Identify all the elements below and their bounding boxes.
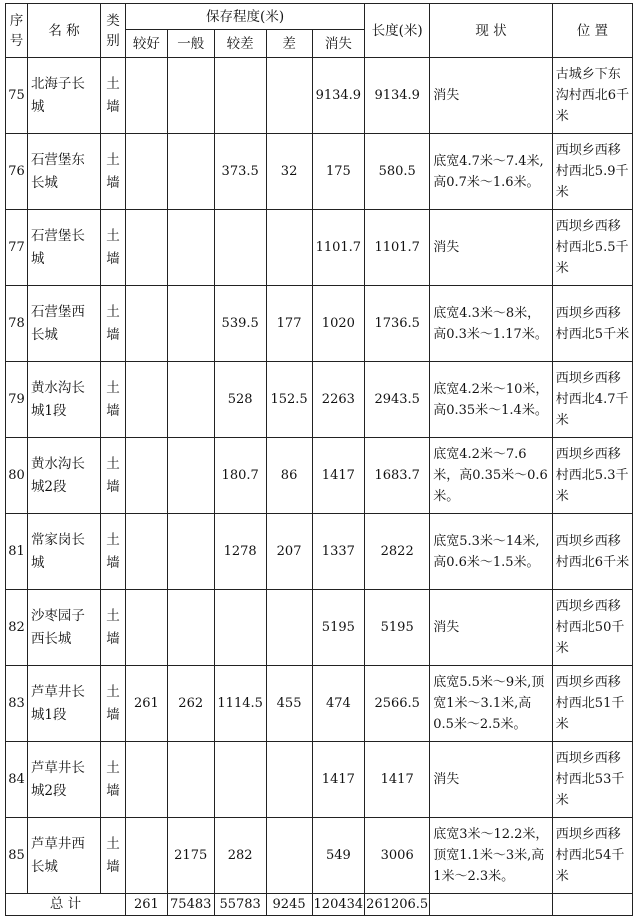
- table-row: [6, 818, 633, 894]
- table-body: [6, 58, 633, 894]
- row-fair: 2175: [167, 818, 214, 894]
- row-status: 底宽4.7米～7.4米,高0.7米～1.6米。: [430, 134, 553, 210]
- row-length: 1417: [365, 742, 430, 818]
- row-poor: 180.7: [214, 438, 266, 514]
- table-row: [6, 58, 633, 134]
- header-fair: 一般: [167, 30, 214, 58]
- row-name: 石营堡西长城: [27, 286, 100, 362]
- row-lost: 1417: [312, 742, 365, 818]
- table-header: [6, 4, 633, 58]
- row-type: 土墙: [101, 514, 126, 590]
- total-fair: 75483: [167, 894, 214, 916]
- row-location: 西坝乡西移村西北54千米: [552, 818, 632, 894]
- row-fair: [167, 590, 214, 666]
- row-length: 2943.5: [365, 362, 430, 438]
- row-location: 西坝乡西移村西北6千米: [552, 514, 632, 590]
- row-location: 西坝乡西移村西北50千米: [552, 590, 632, 666]
- row-type: 土墙: [101, 438, 126, 514]
- row-bad: 152.5: [266, 362, 312, 438]
- total-length: 261206.5: [365, 894, 430, 916]
- row-type: 土墙: [101, 58, 126, 134]
- row-name: 黄水沟长城2段: [27, 438, 100, 514]
- row-status: 底宽5.5米～9米,顶宽1米～3.1米,高0.5米～2.5米。: [430, 666, 553, 742]
- row-type: 土墙: [101, 818, 126, 894]
- row-poor: 373.5: [214, 134, 266, 210]
- total-lost: 120434: [312, 894, 365, 916]
- table-row: [6, 286, 633, 362]
- row-lost: 1020: [312, 286, 365, 362]
- header-status: 现 状: [430, 4, 553, 58]
- row-type: 土墙: [101, 666, 126, 742]
- row-status: 消失: [430, 742, 553, 818]
- row-seq: 80: [6, 438, 28, 514]
- row-length: 1683.7: [365, 438, 430, 514]
- great-wall-table: [5, 3, 633, 916]
- row-location: 西坝乡西移村西北5.9千米: [552, 134, 632, 210]
- row-fair: [167, 742, 214, 818]
- row-bad: 86: [266, 438, 312, 514]
- header-bad: 差: [266, 30, 312, 58]
- row-bad: [266, 58, 312, 134]
- row-name: 常家岗长城: [27, 514, 100, 590]
- row-poor: [214, 210, 266, 286]
- row-bad: 207: [266, 514, 312, 590]
- header-type: 类别: [101, 4, 126, 58]
- table-footer: [6, 894, 633, 916]
- row-seq: 76: [6, 134, 28, 210]
- total-location: [552, 894, 632, 916]
- header-location: 位 置: [552, 4, 632, 58]
- total-label: 总 计: [6, 894, 126, 916]
- header-name: 名 称: [27, 4, 100, 58]
- row-name: 石营堡长城: [27, 210, 100, 286]
- row-length: 2822: [365, 514, 430, 590]
- table-row: [6, 362, 633, 438]
- header-seq: 序号: [6, 4, 28, 58]
- row-bad: 455: [266, 666, 312, 742]
- row-lost: 1337: [312, 514, 365, 590]
- row-location: 西坝乡西移村西北4.7千米: [552, 362, 632, 438]
- row-fair: [167, 210, 214, 286]
- row-poor: [214, 590, 266, 666]
- row-good: [125, 362, 167, 438]
- row-fair: [167, 134, 214, 210]
- row-good: [125, 438, 167, 514]
- row-type: 土墙: [101, 134, 126, 210]
- row-seq: 78: [6, 286, 28, 362]
- row-bad: [266, 210, 312, 286]
- row-poor: 282: [214, 818, 266, 894]
- row-status: 底宽4.3米～8米，高0.3米～1.17米。: [430, 286, 553, 362]
- row-lost: 474: [312, 666, 365, 742]
- row-length: 2566.5: [365, 666, 430, 742]
- row-good: [125, 818, 167, 894]
- row-bad: 32: [266, 134, 312, 210]
- row-bad: [266, 590, 312, 666]
- row-poor: 1114.5: [214, 666, 266, 742]
- row-name: 石营堡东长城: [27, 134, 100, 210]
- row-seq: 77: [6, 210, 28, 286]
- row-lost: 549: [312, 818, 365, 894]
- table-row: [6, 438, 633, 514]
- row-poor: 1278: [214, 514, 266, 590]
- row-fair: [167, 286, 214, 362]
- row-length: 1101.7: [365, 210, 430, 286]
- row-length: 1736.5: [365, 286, 430, 362]
- table-row: [6, 590, 633, 666]
- row-fair: [167, 514, 214, 590]
- row-good: 261: [125, 666, 167, 742]
- row-name: 芦草井长城2段: [27, 742, 100, 818]
- row-type: 土墙: [101, 210, 126, 286]
- row-poor: 539.5: [214, 286, 266, 362]
- row-name: 芦草井长城1段: [27, 666, 100, 742]
- total-row: [6, 894, 633, 916]
- row-name: 沙枣园子西长城: [27, 590, 100, 666]
- header-good: 较好: [125, 30, 167, 58]
- row-lost: 9134.9: [312, 58, 365, 134]
- row-fair: [167, 58, 214, 134]
- row-location: 西坝乡西移村西北5千米: [552, 286, 632, 362]
- row-bad: 177: [266, 286, 312, 362]
- row-good: [125, 210, 167, 286]
- row-length: 5195: [365, 590, 430, 666]
- row-lost: 1101.7: [312, 210, 365, 286]
- row-status: 消失: [430, 58, 553, 134]
- row-seq: 79: [6, 362, 28, 438]
- row-poor: [214, 742, 266, 818]
- row-location: 西坝乡西移村西北51千米: [552, 666, 632, 742]
- header-lost: 消失: [312, 30, 365, 58]
- row-type: 土墙: [101, 742, 126, 818]
- header-length: 长度(米): [365, 4, 430, 58]
- total-poor: 55783: [214, 894, 266, 916]
- table-row: [6, 210, 633, 286]
- total-status: [430, 894, 553, 916]
- row-poor: 528: [214, 362, 266, 438]
- total-bad: 9245: [266, 894, 312, 916]
- row-type: 土墙: [101, 362, 126, 438]
- total-good: 261: [125, 894, 167, 916]
- table-row: [6, 742, 633, 818]
- row-status: 底宽5.3米～14米,高0.6米～1.5米。: [430, 514, 553, 590]
- row-type: 土墙: [101, 286, 126, 362]
- row-location: 古城乡下东沟村西北6千米: [552, 58, 632, 134]
- row-status: 底宽4.2米～7.6米，高0.35米～0.6米。: [430, 438, 553, 514]
- row-length: 580.5: [365, 134, 430, 210]
- row-lost: 2263: [312, 362, 365, 438]
- row-good: [125, 58, 167, 134]
- row-name: 黄水沟长城1段: [27, 362, 100, 438]
- row-good: [125, 286, 167, 362]
- row-status: 底宽4.2米～10米，高0.35米～1.4米。: [430, 362, 553, 438]
- row-seq: 85: [6, 818, 28, 894]
- row-bad: [266, 742, 312, 818]
- row-good: [125, 514, 167, 590]
- row-seq: 81: [6, 514, 28, 590]
- row-location: 西坝乡西移村西北5.3千米: [552, 438, 632, 514]
- row-poor: [214, 58, 266, 134]
- row-status: 底宽3米～12.2米，顶宽1.1米～3米,高1米～2.3米。: [430, 818, 553, 894]
- row-length: 3006: [365, 818, 430, 894]
- row-seq: 82: [6, 590, 28, 666]
- row-lost: 175: [312, 134, 365, 210]
- row-good: [125, 134, 167, 210]
- row-lost: 5195: [312, 590, 365, 666]
- row-fair: 262: [167, 666, 214, 742]
- header-poor: 较差: [214, 30, 266, 58]
- row-name: 芦草井西长城: [27, 818, 100, 894]
- row-good: [125, 590, 167, 666]
- row-fair: [167, 438, 214, 514]
- row-lost: 1417: [312, 438, 365, 514]
- row-length: 9134.9: [365, 58, 430, 134]
- row-seq: 83: [6, 666, 28, 742]
- table-row: [6, 666, 633, 742]
- row-bad: [266, 818, 312, 894]
- row-seq: 84: [6, 742, 28, 818]
- row-fair: [167, 362, 214, 438]
- row-status: 消失: [430, 210, 553, 286]
- document-page: [5, 3, 633, 916]
- table-row: [6, 134, 633, 210]
- row-good: [125, 742, 167, 818]
- row-seq: 75: [6, 58, 28, 134]
- row-name: 北海子长城: [27, 58, 100, 134]
- header-preservation: 保存程度(米): [125, 4, 364, 30]
- row-location: 西坝乡西移村西北53千米: [552, 742, 632, 818]
- table-row: [6, 514, 633, 590]
- row-location: 西坝乡西移村西北5.5千米: [552, 210, 632, 286]
- row-status: 消失: [430, 590, 553, 666]
- row-type: 土墙: [101, 590, 126, 666]
